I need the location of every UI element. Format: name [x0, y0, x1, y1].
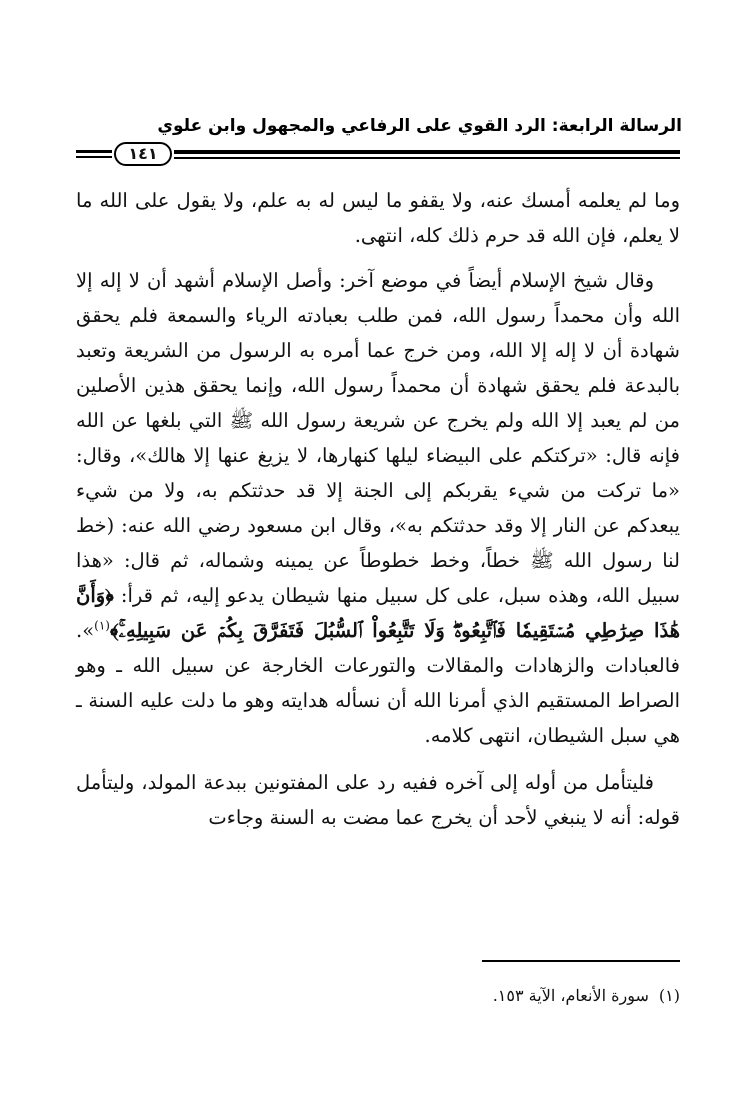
footnote-text: سورة الأنعام، الآية ١٥٣. — [492, 986, 649, 1005]
footnote-number: (١) — [658, 986, 680, 1005]
paragraph-1: وما لم يعلمه أمسك عنه، ولا يقفو ما ليس له به علم، ولا يقول على الله ما لا يعلم، فإن الله قد حرم ذلك كله، انتهى. — [76, 189, 680, 247]
running-header: الرسالة الرابعة: الرد القوي على الرفاعي والمجهول وابن علوي — [157, 116, 682, 136]
paragraph-2-main: وقال شيخ الإسلام أيضاً في موضع آخر: وأصل الإسلام أشهد أن لا إله إلا الله وأن محمداً رسول الله، فمن طلب بعبادته الرياء والسمعة فلم يحقق شهادة أن لا إله إلا الله، ومن خرج عما أمره به الرسول من الشريعة وتعبد بالبدعة فلم يحقق شهادة أن محمداً رسول الله، وإنما يحقق هذين الأصلين من لم يعبد إلا الله ولم يخرج عن شريعة رسول الله ﷺ التي بلغها عن الله فإنه قال: «تركتكم على البيضاء ليلها كنهارها، لا يزيغ عنها إلا هالك»، وقال: «ما تركت من شيء يقربكم إلى الجنة إلا قد حدثتكم به، ولا من شيء يبعدكم عن النار إلا وقد حدثتكم به»، وقال ابن مسعود رضي الله عنه: (خط لنا رسول الله ﷺ خطاً، وخط خطوطاً عن يمينه وشماله، ثم قال: «هذا سبيل الله، وهذه سبل، على كل سبيل منها شيطان يدعو إليه، ثم قرأ: — [76, 269, 681, 607]
rule-left-thick — [76, 150, 112, 153]
paragraph-2 — [76, 263, 680, 753]
footnote-reference[interactable]: (١) — [94, 618, 110, 633]
paragraph-2-tail: ». فالعبادات والزهادات والمقالات والتورعات الخارجة عن سبيل الله ـ وهو الصراط المستقيم الذي أمرنا الله أن نسأله هدايته وهو ما دلت عليه السنة ـ هي سبل الشيطان، انتهى كلامه. — [76, 619, 680, 747]
header-rule — [76, 141, 680, 171]
body-text — [76, 183, 680, 835]
rule-left-thin — [76, 156, 112, 158]
quran-verse: ﴿وَأَنَّ هَٰذَا صِرَٰطِي مُسۡتَقِيمٗا فَٱتَّبِعُوهُۖ وَلَا تَتَّبِعُواْ ٱلسُّبُلَ فَتَفَرَّقَ بِكُمۡ عَن سَبِيلِهِۦۚ﴾ — [76, 584, 680, 642]
rule-right-thick — [174, 150, 680, 154]
paragraph-3: فليتأمل من أوله إلى آخره ففيه رد على المفتونين ببدعة المولد، وليتأمل قوله: أنه لا ينبغي لأحد أن يخرج عما مضت به السنة وجاءت — [76, 771, 680, 829]
rule-right-thin — [174, 157, 680, 159]
footnote — [80, 984, 680, 1008]
page-number-badge: ١٤١ — [114, 142, 172, 166]
footnote-separator — [482, 960, 680, 962]
